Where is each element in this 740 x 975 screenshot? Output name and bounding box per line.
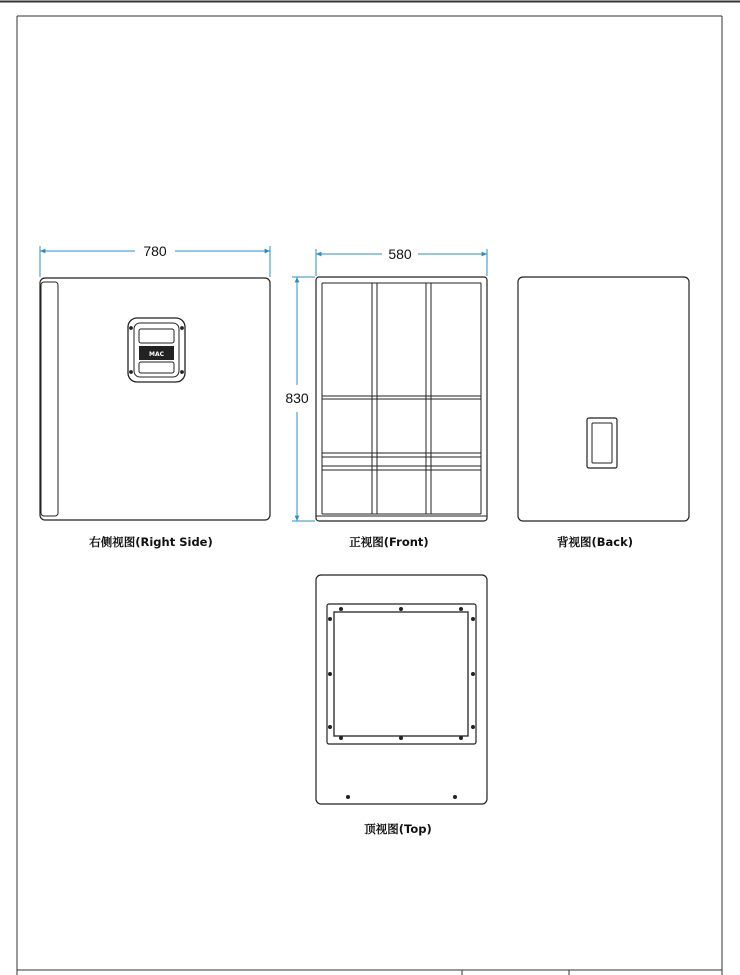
- top-view: [316, 575, 487, 804]
- handle-icon: [128, 318, 185, 382]
- handle-badge: MAC: [148, 351, 165, 358]
- dimension-label-830: 830: [285, 390, 309, 406]
- mounting-screw-icons: [328, 607, 475, 799]
- caption-top: 顶视图(Top): [364, 822, 432, 836]
- caption-back: 背视图(Back): [556, 535, 634, 549]
- speaker-grille-icon: [327, 604, 476, 744]
- front-view: [316, 277, 487, 521]
- connector-plate-icon: [587, 418, 617, 468]
- back-view: [518, 277, 689, 521]
- caption-front: 正视图(Front): [349, 535, 429, 549]
- right-side-view: [40, 278, 270, 520]
- dimension-label-780: 780: [143, 243, 167, 259]
- dimension-label-580: 580: [388, 246, 412, 262]
- caption-right-side: 右侧视图(Right Side): [89, 535, 213, 549]
